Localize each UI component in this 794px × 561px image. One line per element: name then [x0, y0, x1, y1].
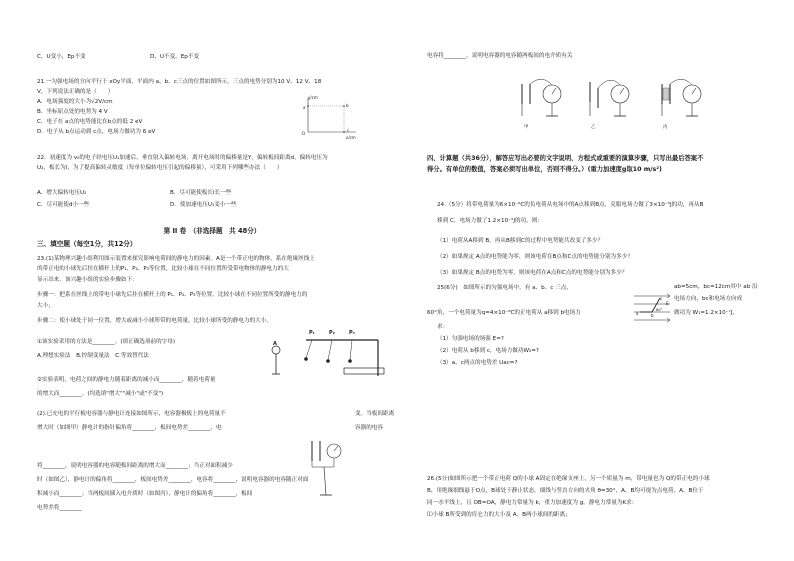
- q23-label-p3: P₃: [349, 330, 355, 336]
- q23-label-p2: P₂: [329, 330, 335, 336]
- q21-x-axis-label: x/cm: [346, 135, 356, 140]
- q23-line-1: 23.(1)某物理兴趣小组利用图示装置来探究影响电荷间的静电力的因素。A是一个带正电的物体，系在绝缘丝线上: [37, 256, 315, 262]
- q23-question-2b: 的增大而________。(均选填"增大""减小"或"不变"): [37, 391, 164, 397]
- section-4-heading: 四、计算题（共36分），解答应写出必要的文字说明、方程式或重要的演算步骤，只写出最后答案不: [427, 155, 704, 162]
- q23-line-3: 显示出来。该兴趣小组的实验步骤如下：: [37, 277, 138, 283]
- figure-jia: [522, 79, 561, 116]
- q25-fig-e: E: [666, 301, 669, 306]
- q23-label-a: A: [273, 341, 277, 347]
- q24-sub-2: （2）如果规定 A点的电势能为零，则该电荷在B点和C点的电势能分别为多少？: [437, 254, 633, 260]
- right-column: [400, 0, 794, 561]
- q23-apparatus-figure: [266, 330, 384, 378]
- q25-field-figure: [632, 290, 672, 326]
- section-3-heading: 三、填空题（每空1分，共12分）: [37, 240, 137, 248]
- q25-line-1-right: ab=5cm，bc=12cm其中 ab 沿: [674, 284, 758, 290]
- right-top-line: 电容将________，说明电容器的电容随两板间的电介质有关: [427, 53, 573, 59]
- q23-part2-line-2: 变。当板间距离: [355, 411, 395, 417]
- q23-question-1-options: A.理想实验法 B.控制变量法 C.等效替代法: [37, 353, 149, 359]
- q26-line-1: 26.(5分)如图所示把一个带正电荷 Q的小球 A固定在绝缘支座上，另一个质量为 m，带电量也为 Q的带正电的小球: [427, 476, 710, 482]
- q24-line-2: 移到 C，电场力做了1.2×10⁻⁵J的功，则：: [437, 218, 543, 224]
- q23-part2-line-7: 积减小而________；当两板间插入电介质时（如图丙），静电计的偏角将________，板间: [37, 491, 253, 497]
- q22-option-d: D．使加速电压U₁变小一些: [170, 202, 237, 208]
- q23-label-p1: P₁: [309, 330, 315, 336]
- q26-line-3: 同一水平线上，且 OB=OA，静电力常量为 k，重力加速度为 g。静电力常量为K求：: [427, 500, 638, 506]
- q23-step-1b: 大小；: [37, 303, 54, 309]
- q24-sub-3: （3）如果规定 B点的电势为零，则该电荷在A点和C点的电势能分别为多少？: [437, 270, 628, 276]
- q23-capacitor-figure: [306, 437, 348, 499]
- q23-line-2: 的带正电的小球先后挂在横杆上的P₁、P₂、P₃等位置，比较小球在不同位置所受带电物体的静电力的大: [37, 266, 289, 272]
- q21-y-axis-label: y/cm: [308, 95, 318, 100]
- q23-part2-line-3: 增大时（如图甲）静电计的指针偏角将________，板间电势差________，电: [37, 425, 222, 431]
- figure-label-jia: 甲: [524, 125, 529, 130]
- q21-option-d: D．电子从 b点运动到 c点，电场力做功为 6 eV: [37, 129, 156, 135]
- q25-fig-a: a: [636, 311, 639, 316]
- capacitor-figures: [512, 70, 722, 130]
- q22-line-2: U₂，板长为l，为了提高偏转灵敏度（每单位偏转电压引起的偏移量），可采用下列哪些办法（ ）: [37, 165, 283, 171]
- q21-option-c: C．电子在 a点的电势能比在b点的低 2 eV: [37, 119, 143, 125]
- q25-fig-c: c: [660, 296, 663, 301]
- q25-sub-2: （2）电荷从 b移到 c，电场力做功W₂=?: [437, 348, 539, 354]
- q23-part2-line-8: 电势差将________: [37, 505, 82, 511]
- figure-label-bing: 丙: [663, 125, 668, 130]
- prev-option-c: C、U变小，Ep不变: [37, 54, 86, 60]
- q21-option-b: B．坐标原点处的电势为 4 V: [37, 109, 108, 115]
- q21-option-a: A．电场强度的大小为√2V/cm: [37, 99, 113, 105]
- q25-sub-1: （1）匀强电场的场强 E=?: [437, 336, 504, 342]
- q21-point-c: c: [347, 128, 350, 133]
- q22-option-b: B．尽可能使板长l长一些: [170, 190, 232, 196]
- q25-line-1: 25(6分) 如图所示的匀强电场中，有 a、b、c 三点，: [437, 285, 572, 291]
- q23-part2-line-4: 容器的电容: [355, 425, 383, 431]
- q21-point-a: a: [303, 105, 306, 110]
- q26-line-2: B，用绝缘细线悬于O点，B球处于静止状态，细线与竖直方向的夹角 θ=30°，A、B均可视为点电荷，A、B位于: [427, 488, 704, 494]
- q25-fig-b: b: [651, 313, 654, 318]
- q24-line-1: 24.（5分）将带电荷量为6×10⁻⁶C的负电荷从电场中的A点移到B点，克服电场力做了3×10⁻⁵J的功，再从B: [437, 202, 704, 208]
- part-2-title: 第 II 卷 （非选择题 共 48分）: [163, 227, 261, 235]
- q21-stem: 21.一匀强电场的方向平行于 xOy平面，平面内 a、b、c三点的位置如图所示，三点的电势分别为10 V、12 V、18: [37, 79, 322, 85]
- q23-part2-line-6: 时（如图乙），静电计的偏角将________，板间电势差________，电容将________，说明电容器的电容随正对面: [37, 477, 309, 483]
- q23-step-2: 步骤二：使小球处于同一位置，增大或减小小球所带的电荷量，比较小球所受的静电力的大小。: [37, 318, 272, 324]
- q22-line-1: 22．初速度为 v₀的电子经电压U₁加速后，垂直射入偏转电场，离开电场时的偏移量是Y，偏转板间距离d，偏转电压为: [37, 155, 328, 161]
- figure-label-yi: 乙: [591, 125, 596, 130]
- figure-bing: [662, 79, 701, 116]
- q21-stem-2: V，下列说法正确的是（ ）: [37, 89, 114, 95]
- q23-part2-line-5: 将________，说明电容器的电容随板间距离的增大而________；当正对面积减少: [37, 463, 233, 469]
- q25-line-2-right: 电场方向，bc和电场方向成: [674, 296, 743, 302]
- q24-sub-1: （1）电荷从A移到 B，再从B移到C的过程中电势能共改变了多少？: [437, 238, 604, 244]
- section-4-heading-2: 得分。有单位的数值，答案必须写出单位，否则不得分。）(重力加速度g取10 m/s²): [427, 166, 662, 173]
- figure-yi: [590, 80, 629, 116]
- q25-line-3: 60°角，一个电荷量为q=4×10⁻⁸C的正电荷从 a移到 b电场力: [427, 310, 581, 316]
- q21-origin-label: O: [302, 131, 306, 136]
- q23-question-2a: ②实验表明，电荷之间的静电力随着距离的减小而________，随着电荷量: [37, 377, 216, 383]
- prev-option-d: D、U不变，Ep不变: [150, 54, 200, 60]
- q21-point-b: b: [346, 103, 349, 108]
- q26-sub-1: ⑴小球 B所受到的库仑力的大小及 A、B两小球间的距离；: [427, 512, 571, 518]
- q25-fig-angle: 60°: [656, 308, 663, 312]
- q23-step-1: 步骤一：把系在丝线上的带电小球先后挂在横杆上的 P₁、P₂、P₃等位置，比较小球在不同位置所受的静电力的: [37, 292, 308, 298]
- q25-line-3-right: 做功为 W₁=1.2×10⁻⁷J，: [674, 310, 739, 316]
- q22-option-c: C．尽可能使d小一些: [37, 202, 90, 208]
- q25-sub-3: （3）a、c两点的电势差 Uac=?: [437, 360, 518, 366]
- q22-option-a: A．增大偏转电压U₂: [37, 190, 87, 196]
- q25-ask: 求：: [437, 324, 449, 330]
- q23-part2-line-1: (2).已充电的平行板电容器与静电计连接如图所示，电容器极板上的电荷量不: [37, 411, 226, 417]
- q23-question-1: ①该实验采用的方法是________。(填正确选项前的字母): [37, 339, 176, 345]
